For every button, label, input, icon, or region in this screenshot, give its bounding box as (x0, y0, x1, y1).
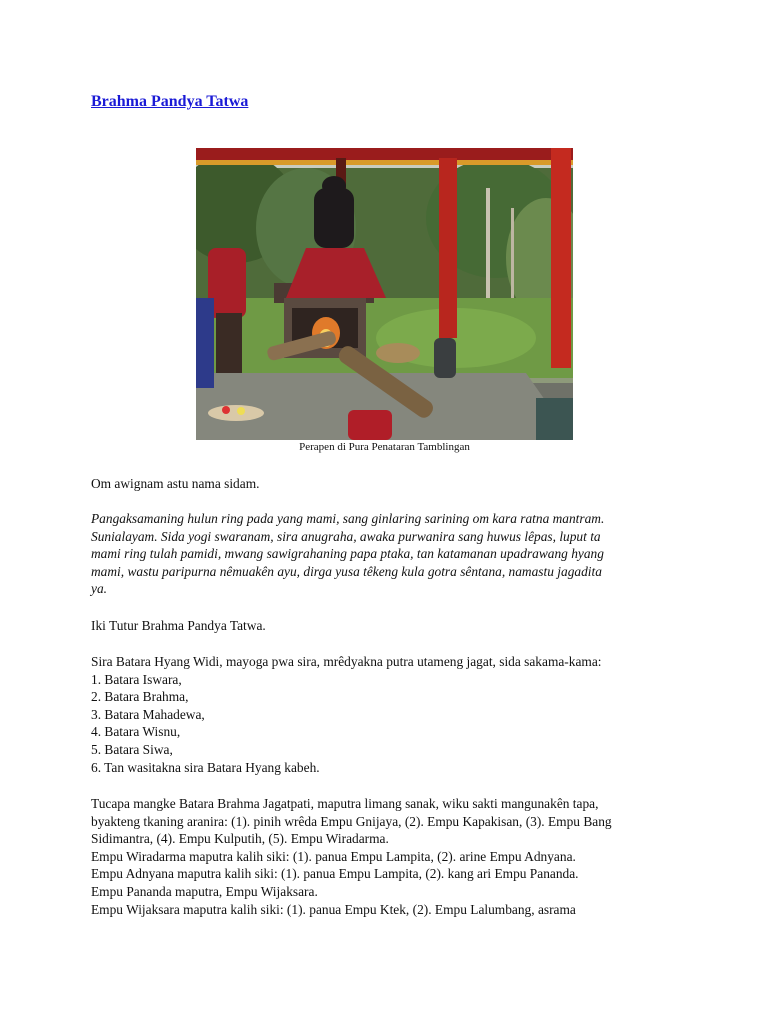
paragraph-line: Sidimantra, (4). Empu Kulputih, (5). Empu Wiradarma. (91, 831, 389, 847)
invocation-line: ya. (91, 581, 107, 597)
list-item: 4. Batara Wisnu, (91, 724, 181, 740)
opening-line: Om awignam astu nama sidam. (91, 476, 260, 491)
paragraph-line: Empu Wijaksara maputra kalih siki: (1). panua Empu Ktek, (2). Empu Lalumbang, asrama (91, 901, 576, 917)
list-item: 1. Batara Iswara, (91, 671, 182, 687)
list-item: 6. Tan wasitakna sira Batara Hyang kabeh. (91, 759, 320, 775)
list-item: 3. Batara Mahadewa, (91, 706, 205, 722)
paragraph-line: Empu Wiradarma maputra kalih siki: (1). panua Empu Lampita, (2). arine Empu Adnyana. (91, 848, 576, 864)
list-item: 2. Batara Brahma, (91, 689, 189, 705)
invocation-line: Sunialayam. Sida yogi swaranam, sira anugraha, awaka purwanira sang huwus lêpas, luput ta (91, 528, 601, 544)
paragraph-line: Tucapa mangke Batara Brahma Jagatpati, maputra limang sanak, wiku sakti mangunakên tapa, (91, 796, 599, 811)
temple-photo (196, 148, 573, 440)
invocation-line: Pangaksamaning hulun ring pada yang mami, sang ginlaring sarining om kara ratna mantram. (91, 511, 605, 526)
paragraph-line: Empu Adnyana maputra kalih siki: (1). panua Empu Lampita, (2). kang ari Empu Pananda. (91, 866, 579, 882)
figure-caption: Perapen di Pura Penataran Tamblingan (299, 441, 470, 453)
list-intro: Sira Batara Hyang Widi, mayoga pwa sira, mrêdyakna putra utameng jagat, sida sakama-kama: (91, 654, 602, 669)
document-title-link[interactable]: Brahma Pandya Tatwa (91, 93, 249, 110)
genealogy-paragraph (91, 795, 691, 918)
deity-list-block (91, 653, 691, 776)
list-item: 5. Batara Siwa, (91, 741, 173, 757)
invocation-line: mami ring tulah pamidi, mwang sawigrahaning papa ptaka, tan katamanan upadrawang hyang (91, 546, 604, 562)
invocation-paragraph (91, 510, 691, 598)
paragraph-line: byakteng tkaning aranira: (1). pinih wrêda Empu Gnijaya, (2). Empu Kapakisan, (3). Empu Bang (91, 813, 612, 829)
paragraph-line: Empu Pananda maputra, Empu Wijaksara. (91, 883, 318, 899)
invocation-line: mami, wastu paripurna nêmuakên ayu, dirga yusa têkeng kula gotra sêntana, namastu jagadita (91, 563, 602, 579)
intro-line: Iki Tutur Brahma Pandya Tatwa. (91, 618, 266, 633)
